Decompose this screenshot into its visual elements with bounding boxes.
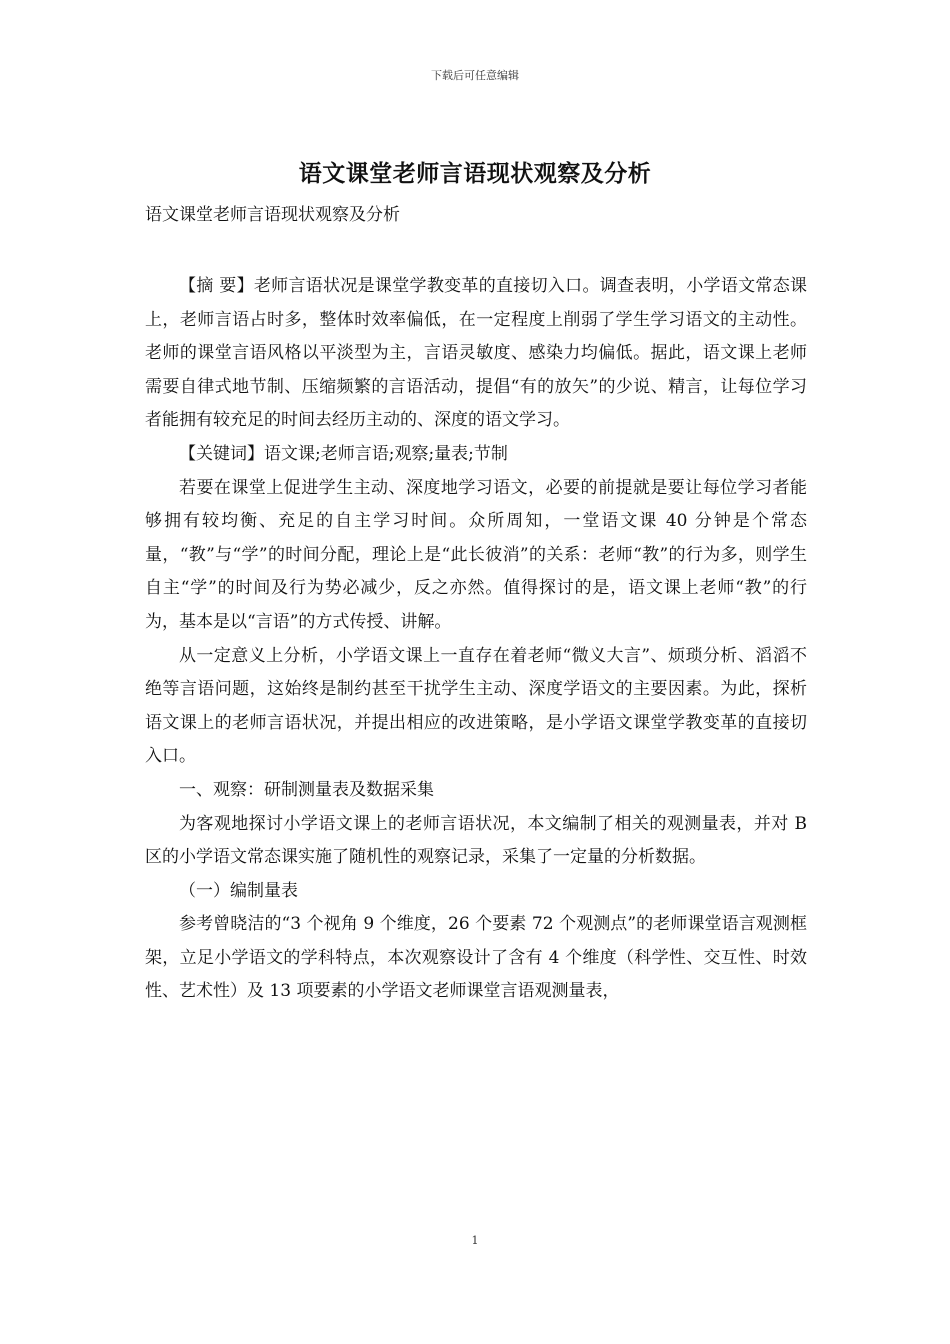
body-paragraph: 为客观地探讨小学语文课上的老师言语状况，本文编制了相关的观测量表，并对 B 区的小学语文常态课实施了随机性的观察记录，采集了一定量的分析数据。 xyxy=(145,813,807,868)
keywords-paragraph: 【关键词】语文课;老师言语;观察;量表;节制 xyxy=(179,443,508,464)
abstract-paragraph: 【摘 要】老师言语状况是课堂学教变革的直接切入口。调查表明，小学语文常态课上，老师言语占时多，整体时效率偏低，在一定程度上削弱了学生学习语文的主动性。老师的课堂言语风格以平淡型为主，言语灵敏度、感染力均偏低。据此，语文课上老师需要自律式地节制、压缩频繁的言语活动，提倡“有的放矢”的少说、精言，让每位学习者能拥有较充足的时间去经历主动的、深度的语文学习。 xyxy=(145,276,807,431)
page-number: 1 xyxy=(471,1234,479,1247)
section-heading: 一、观察：研制测量表及数据采集 xyxy=(179,779,434,800)
header-note: 下载后可任意编辑 xyxy=(431,69,519,82)
document-subtitle: 语文课堂老师言语现状观察及分析 xyxy=(145,205,400,225)
body-paragraph: 参考曾晓洁的“3 个视角 9 个维度，26 个要素 72 个观测点”的老师课堂语言观测框架，立足小学语文的学科特点，本次观察设计了含有 4 个维度（科学性、交互性、时效性、艺术性）及 13 项要素的小学语文老师课堂言语观测量表， xyxy=(145,914,807,1002)
body-paragraph: 从一定意义上分析，小学语文课上一直存在着老师“微义大言”、烦琐分析、滔滔不绝等言语问题，这始终是制约甚至干扰学生主动、深度学语文的主要因素。为此，探析语文课上的老师言语状况，并提出相应的改进策略，是小学语文课堂学教变革的直接切入口。 xyxy=(145,645,807,767)
subsection-heading: （一）编制量表 xyxy=(179,880,298,901)
body-paragraph: 若要在课堂上促进学生主动、深度地学习语文，必要的前提就是要让每位学习者能够拥有较均衡、充足的自主学习时间。众所周知，一堂语文课 40 分钟是个常态量，“教”与“学”的时间分配，理论上是“此长彼消”的关系：老师“教”的行为多，则学生自主“学”的时间及行为势必减少，反之亦然。值得探讨的是，语文课上老师“教”的行为，基本是以“言语”的方式传授、讲解。 xyxy=(145,477,807,632)
body-text xyxy=(145,270,807,1009)
document-title: 语文课堂老师言语现状观察及分析 xyxy=(298,160,652,187)
